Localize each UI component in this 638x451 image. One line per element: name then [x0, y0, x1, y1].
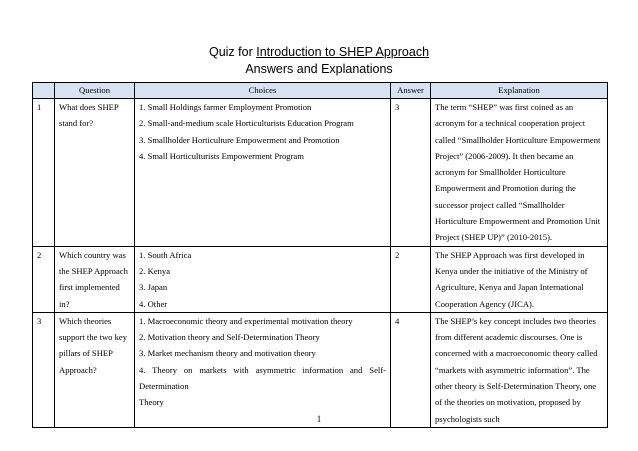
table-header-row	[33, 83, 608, 99]
table-row	[33, 312, 608, 427]
row-answer: 4	[391, 312, 431, 427]
row-explanation: The SHEP’s key concept includes two theories from different academic discourses. One is concerned with a macroeconomic theory called “markets with asymmetric information”. The other theory is Self-Determination Theory, one of the theories on motivation, proposed by psychologists such	[431, 312, 608, 427]
row-question: What does SHEP stand for?	[55, 99, 135, 247]
row-choices	[135, 99, 391, 247]
row-choices	[135, 246, 391, 312]
table-row	[33, 99, 608, 247]
choice-item: 2. Kenya	[139, 265, 171, 276]
row-answer: 2	[391, 246, 431, 312]
header-explanation: Explanation	[431, 83, 608, 99]
page-number: 1	[316, 414, 322, 424]
title-line	[0, 44, 638, 61]
choice-item: Theory	[139, 397, 164, 408]
title-subtitle: Answers and Explanations	[245, 62, 393, 76]
row-number: 1	[33, 99, 55, 247]
row-number: 2	[33, 246, 55, 312]
header-choices: Choices	[135, 83, 391, 99]
choice-item: 3. Market mechanism theory and motivation theory	[139, 348, 316, 359]
title-prefix: Quiz for	[208, 45, 257, 59]
row-question: Which theories support the two key pillars of SHEP Approach?	[55, 312, 135, 427]
title-underlined: Introduction to SHEP Approach	[256, 45, 430, 59]
choice-item: 1. Small Holdings farmer Employment Promotion	[139, 102, 312, 112]
choice-item: 1. South Africa	[139, 249, 192, 260]
quiz-table	[32, 82, 608, 428]
row-question: Which country was the SHEP Approach first implemented in?	[55, 246, 135, 312]
header-number	[33, 83, 55, 99]
choice-item: 3. Smallholder Horticulture Empowerment and Promotion	[139, 134, 340, 145]
row-answer: 3	[391, 99, 431, 247]
document-title	[0, 44, 638, 78]
row-explanation: The term “SHEP” was first coined as an acronym for a technical cooperation project called “Smallholder Horticulture Empowerment Project” (2006-2009). It then became an acronym for Smallholder Horticulture Empowerment and Promotion during the successor project called “Smallholder Horticulture Empowerment and Promotion Unit Project (SHEP UP)” (2010-2015).	[431, 99, 608, 247]
header-answer: Answer	[391, 83, 431, 99]
choice-item: 2. Small-and-medium scale Horticulturists Education Program	[139, 118, 354, 129]
row-choices	[135, 312, 391, 427]
row-number: 3	[33, 312, 55, 427]
choice-item: 4. Theory on markets with asymmetric information and Self-Determination	[139, 364, 386, 392]
row-explanation: The SHEP Approach was first developed in Kenya under the initiative of the Ministry of Agriculture, Kenya and Japan International Cooperation Agency (JICA).	[431, 246, 608, 312]
choice-item: 1. Macroeconomic theory and experimental motivation theory	[139, 315, 353, 326]
table-row	[33, 246, 608, 312]
choice-item: 3. Japan	[139, 282, 168, 293]
header-question: Question	[55, 83, 135, 99]
choice-item: 4. Small Horticulturists Empowerment Program	[139, 150, 304, 161]
choice-item: 4. Other	[139, 298, 168, 309]
choice-item: 2. Motivation theory and Self-Determination Theory	[139, 332, 320, 343]
